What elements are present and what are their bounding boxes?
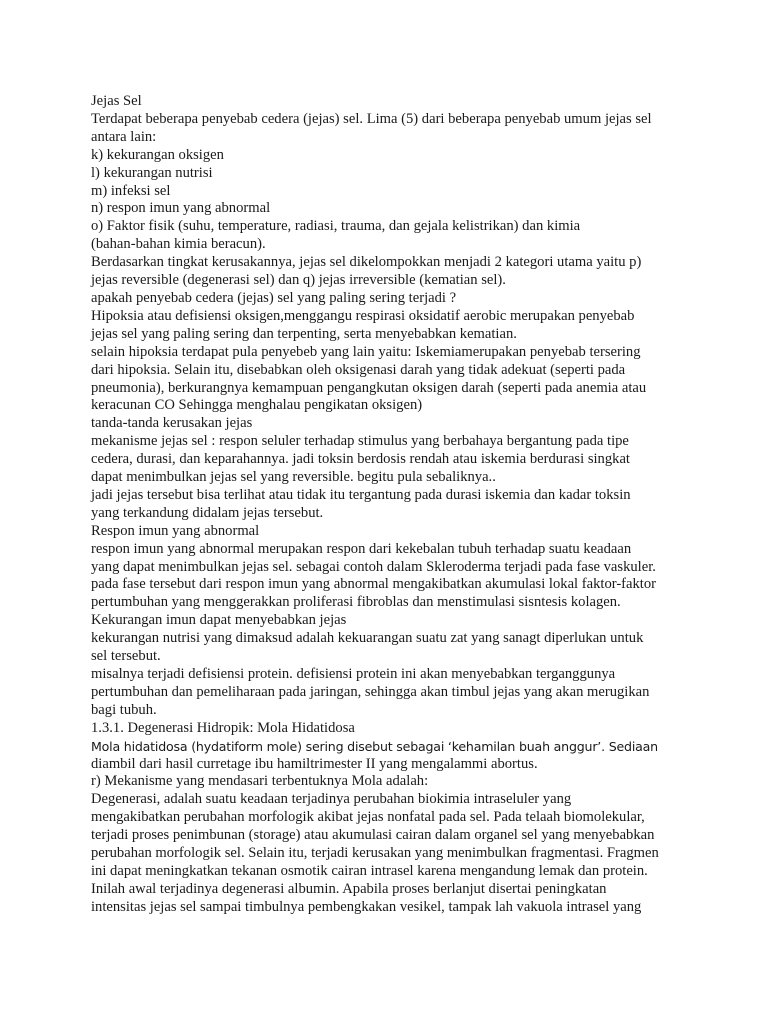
list-item-o: o) Faktor fisik (suhu, temperature, radiasi, trauma, dan gejala kelistrikan) dan kimia xyxy=(91,218,581,235)
text-line: misalnya terjadi defisiensi protein. defisiensi protein ini akan menyebabkan terganggunya xyxy=(91,666,616,682)
text-line: kekurangan nutrisi yang dimaksud adalah kekuarangan suatu zat yang sanagt diperlukan untuk xyxy=(91,630,644,647)
list-item-r: r) Mekanisme yang mendasari terbentuknya Mola adalah: xyxy=(91,773,429,790)
text-line: pneumonia), berkurangnya kemampuan pengangkutan oksigen darah (seperti pada anemia atau xyxy=(91,379,647,396)
document-body xyxy=(91,93,731,917)
text-line: cedera, durasi, dan keparahannya. jadi toksin berdosis rendah atau iskemia berdurasi singkat xyxy=(91,451,630,468)
text-line: diambil dari hasil curretage ibu hamiltrimester II yang mengalammi abortus. xyxy=(91,755,538,772)
subheading-kekurangan-imun: Kekurangan imun dapat menyebabkan jejas xyxy=(91,612,347,629)
text-line: keracunan CO Sehingga menghalau pengikatan oksigen) xyxy=(91,397,423,414)
text-line: jejas sel yang paling sering dan terpenting, serta menyebabkan kematian. xyxy=(91,325,517,342)
text-line: yang terkandung didalam jejas tersebut. xyxy=(91,504,324,521)
text-line: yang dapat menimbulkan jejas sel. sebagai contoh dalam Skleroderma terjadi pada fase vaskuler. xyxy=(91,558,656,575)
text-line: jadi jejas tersebut bisa terlihat atau tidak itu tergantung pada durasi iskemia dan kadar toksin xyxy=(91,486,631,503)
subheading-respon-imun: Respon imun yang abnormal xyxy=(91,522,260,539)
text-line: Berdasarkan tingkat kerusakannya, jejas sel dikelompokkan menjadi 2 kategori utama yaitu p) xyxy=(91,254,642,271)
list-item-n: n) respon imun yang abnormal xyxy=(91,200,271,217)
text-line: (bahan-bahan kimia beracun). xyxy=(91,236,266,253)
text-line: pertumbuhan yang menggerakkan proliferasi fibroblas dan menstimulasi sisntesis kolagen. xyxy=(91,594,621,611)
text-line: dapat menimbulkan jejas sel yang reversible. begitu pula sebaliknya.. xyxy=(91,469,496,486)
list-item-k: k) kekurangan oksigen xyxy=(91,146,224,163)
text-line: Inilah awal terjadinya degenerasi albumin. Apabila proses berlanjut disertai peningkatan xyxy=(91,880,607,897)
text-line: intensitas jejas sel sampai timbulnya pembengkakan vesikel, tampak lah vakuola intrasel yang xyxy=(91,898,642,915)
text-line-sans: Mola hidatidosa (hydatiform mole) sering disebut sebagai ‘kehamilan buah anggur’. Sediaan xyxy=(91,738,658,754)
subheading-tanda-tanda: tanda-tanda kerusakan jejas xyxy=(91,415,253,432)
text-line: terjadi proses penimbunan (storage) atau akumulasi cairan dalam organel sel yang menyebabkan xyxy=(91,827,655,844)
list-item-l: l) kekurangan nutrisi xyxy=(91,164,213,181)
text-line: perubahan morfologik sel. Selain itu, terjadi kerusakan yang menimbulkan fragmentasi. Fragmen xyxy=(91,845,659,862)
section-heading-1-3-1: 1.3.1. Degenerasi Hidropik: Mola Hidatidosa xyxy=(91,719,355,736)
text-line: ini dapat meningkatkan tekanan osmotik cairan intrasel karena mengandung lemak dan protein. xyxy=(91,862,648,879)
text-line: mekanisme jejas sel : respon seluler terhadap stimulus yang berbahaya bergantung pada tipe xyxy=(91,433,629,450)
text-line: mengakibatkan perubahan morfologik akibat jejas nonfatal pada sel. Pada telaah biomolekular, xyxy=(91,809,645,826)
list-item-m: m) infeksi sel xyxy=(91,182,171,199)
question-line: apakah penyebab cedera (jejas) sel yang paling sering terjadi ? xyxy=(91,289,457,306)
text-line: selain hipoksia terdapat pula penyebeb yang lain yaitu: Iskemiamerupakan penyebab tersering xyxy=(91,343,641,360)
heading-jejas-sel: Jejas Sel xyxy=(91,93,142,109)
text-line: bagi tubuh. xyxy=(91,701,157,718)
text-line: pada fase tersebut dari respon imun yang abnormal mengakibatkan akumulasi lokal faktor-faktor xyxy=(91,576,657,593)
text-line: pertumbuhan dan pemeliharaan pada jaringan, sehingga akan timbul jejas yang akan merugikan xyxy=(91,683,650,700)
text-line: Hipoksia atau defisiensi oksigen,menggangu respirasi oksidatif aerobic merupakan penyebab xyxy=(91,307,635,324)
text-line: antara lain: xyxy=(91,128,157,145)
text-line: respon imun yang abnormal merupakan respon dari kekebalan tubuh terhadap suatu keadaan xyxy=(91,540,632,557)
text-line: sel tersebut. xyxy=(91,648,161,665)
text-line: Degenerasi, adalah suatu keadaan terjadinya perubahan biokimia intraseluler yang xyxy=(91,791,572,808)
text-line: Terdapat beberapa penyebab cedera (jejas) sel. Lima (5) dari beberapa penyebab umum jejas sel xyxy=(91,110,652,127)
text-line: dari hipoksia. Selain itu, disebabkan oleh oksigenasi darah yang tidak adekuat (seperti pada xyxy=(91,361,626,378)
text-line: jejas reversible (degenerasi sel) dan q) jejas irreversible (kematian sel). xyxy=(91,272,506,289)
